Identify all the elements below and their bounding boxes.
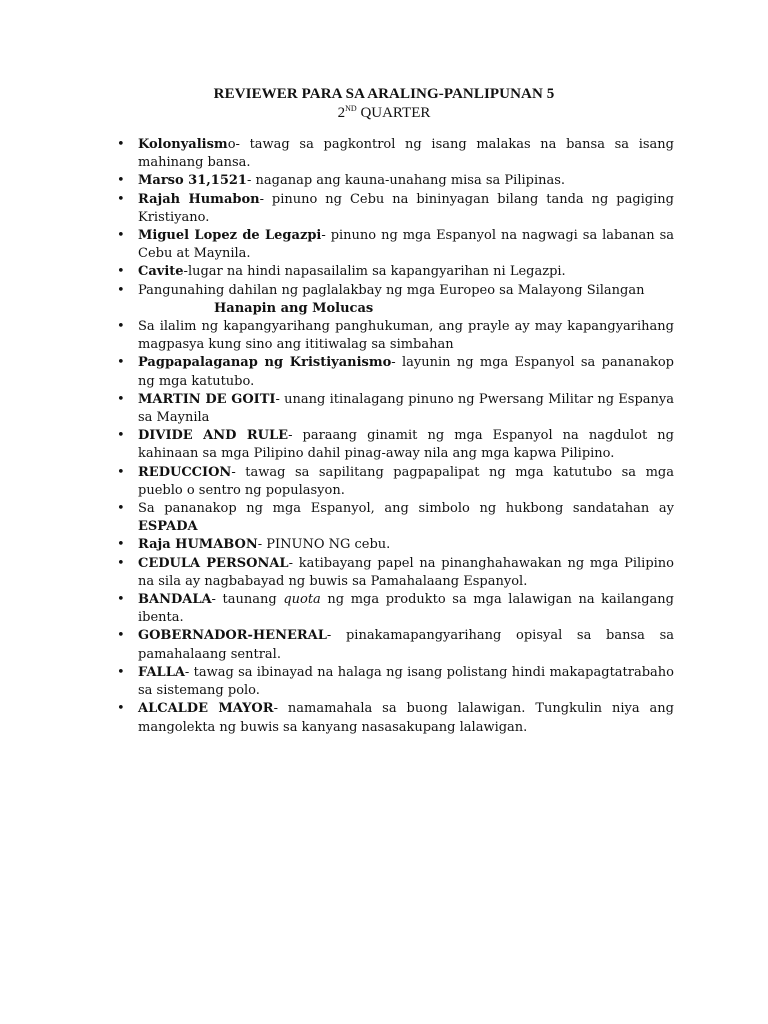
document-subtitle xyxy=(0,104,768,122)
list-item xyxy=(117,354,674,390)
item-text: - namamahala sa buong lalawigan. Tungkulin niya ang mangolekta ng buwis sa kanyang nasasakupang lalawigan. xyxy=(138,701,674,735)
subtitle-number: 2 xyxy=(337,105,346,121)
list-item xyxy=(117,664,674,700)
list-item xyxy=(117,591,674,627)
bullet-icon: • xyxy=(117,391,125,407)
document-title: REVIEWER PARA SA ARALING-PANLIPUNAN 5 xyxy=(213,86,555,102)
list-item xyxy=(117,627,674,663)
list-item xyxy=(117,227,674,263)
item-answer: Hanapin ang Molucas xyxy=(214,300,374,316)
list-item xyxy=(117,172,674,190)
item-text: - pinuno ng Cebu na bininyagan bilang tanda ng pagiging Kristiyano. xyxy=(138,191,674,225)
item-term: Miguel Lopez de Legazpi xyxy=(138,228,322,244)
item-text: - tawag sa ibinayad na halaga ng isang polistang hindi makapagtatrabaho sa sistemang polo. xyxy=(138,664,674,699)
bullet-icon: • xyxy=(117,282,125,298)
list-item xyxy=(117,318,674,354)
item-term: Raja HUMABON xyxy=(138,537,258,553)
item-text: Pangunahing dahilan ng paglalakbay ng mga Europeo sa Malayong Silangan xyxy=(138,282,645,298)
list-item xyxy=(117,700,674,736)
list-item xyxy=(117,464,674,500)
item-term: Kolonyalism xyxy=(138,137,228,152)
bullet-icon: • xyxy=(117,319,125,335)
item-text: - layunin ng mga Espanyol sa pananakop ng mga katutubo. xyxy=(138,355,674,389)
item-text: - paraang ginamit ng mga Espanyol na nagdulot ng kahinaan sa mga Pilipino dahil pinag-away nila ang mga kapwa Pilipino. xyxy=(138,428,674,462)
list-item xyxy=(117,263,674,281)
item-term: MARTIN DE GOITI xyxy=(138,391,276,407)
bullet-icon: • xyxy=(117,355,125,371)
list-item xyxy=(117,136,674,172)
item-bold-answer: ESPADA xyxy=(138,519,198,535)
list-item xyxy=(117,555,674,591)
item-term: Pagpapalaganap ng Kristiyanismo xyxy=(138,355,392,371)
bullet-icon: • xyxy=(117,428,125,444)
list-item xyxy=(117,282,674,318)
item-term: Cavite xyxy=(138,264,184,280)
item-text: -lugar na hindi napasailalim sa kapangyarihan ni Legazpi. xyxy=(183,264,566,280)
item-text: - taunang xyxy=(211,592,284,608)
bullet-icon: • xyxy=(117,628,125,644)
bullet-icon: • xyxy=(117,137,125,152)
item-text: - unang itinalagang pinuno ng Pwersang Militar ng Espanya sa Maynila xyxy=(138,391,674,426)
item-term: CEDULA PERSONAL xyxy=(138,555,289,571)
bullet-icon: • xyxy=(117,664,125,680)
bullet-icon: • xyxy=(117,464,125,480)
list-item xyxy=(117,391,674,427)
item-term: GOBERNADOR-HENERAL xyxy=(138,628,327,644)
item-term: FALLA xyxy=(138,664,185,680)
bullet-icon: • xyxy=(117,555,125,571)
item-text: - katibayang papel na pinanghahawakan ng mga Pilipino na sila ay nagbabayad ng buwis sa Pamahalaang Espanyol. xyxy=(138,555,674,589)
bullet-icon: • xyxy=(117,592,125,608)
bullet-icon: • xyxy=(117,173,125,189)
list-item xyxy=(117,536,674,554)
item-text: - tawag sa sapilitang pagpapalipat ng mga katutubo sa mga pueblo o sentro ng populasyon. xyxy=(138,464,674,498)
bullet-icon: • xyxy=(117,191,125,207)
item-text: Sa pananakop ng mga Espanyol, ang simbolo ng hukbong sandatahan ay xyxy=(138,501,674,517)
list-item xyxy=(117,500,674,536)
item-term: DIVIDE AND RULE xyxy=(138,428,289,444)
item-text: - pinakamapangyarihang opisyal sa bansa sa pamahalaang sentral. xyxy=(138,628,674,662)
item-text: - pinuno ng mga Espanyol na nagwagi sa labanan sa Cebu at Maynila. xyxy=(138,228,674,262)
item-text-continued: ng mga produkto sa mga lalawigan na kailangang ibenta. xyxy=(138,592,674,626)
bullet-icon: • xyxy=(117,264,125,280)
item-text: - naganap ang kauna-unahang misa sa Pilipinas. xyxy=(246,173,566,189)
bullet-icon: • xyxy=(117,501,125,517)
item-term: Marso 31,1521 xyxy=(138,173,247,189)
subtitle-superscript: ND xyxy=(345,104,357,113)
list-item xyxy=(117,191,674,227)
item-term: ALCALDE MAYOR xyxy=(138,701,274,717)
subtitle-text: QUARTER xyxy=(356,105,431,121)
item-term: BANDALA xyxy=(138,592,212,608)
bullet-icon: • xyxy=(117,537,125,553)
list-item xyxy=(117,427,674,463)
bullet-icon: • xyxy=(117,701,125,717)
item-text: - PINUNO NG cebu. xyxy=(257,537,391,553)
bullet-icon: • xyxy=(117,228,125,244)
item-term: REDUCCION xyxy=(138,464,232,480)
item-term: Rajah Humabon xyxy=(138,191,260,207)
item-text: Sa ilalim ng kapangyarihang panghukuman, ang prayle ay may kapangyarihang magpasya kung sino ang ititiwalag sa simbahan xyxy=(138,319,674,353)
item-italic-text: quota xyxy=(283,592,321,608)
reviewer-list xyxy=(117,136,674,737)
item-text: o- tawag sa pagkontrol ng isang malakas na bansa sa isang mahinang bansa. xyxy=(138,137,674,171)
